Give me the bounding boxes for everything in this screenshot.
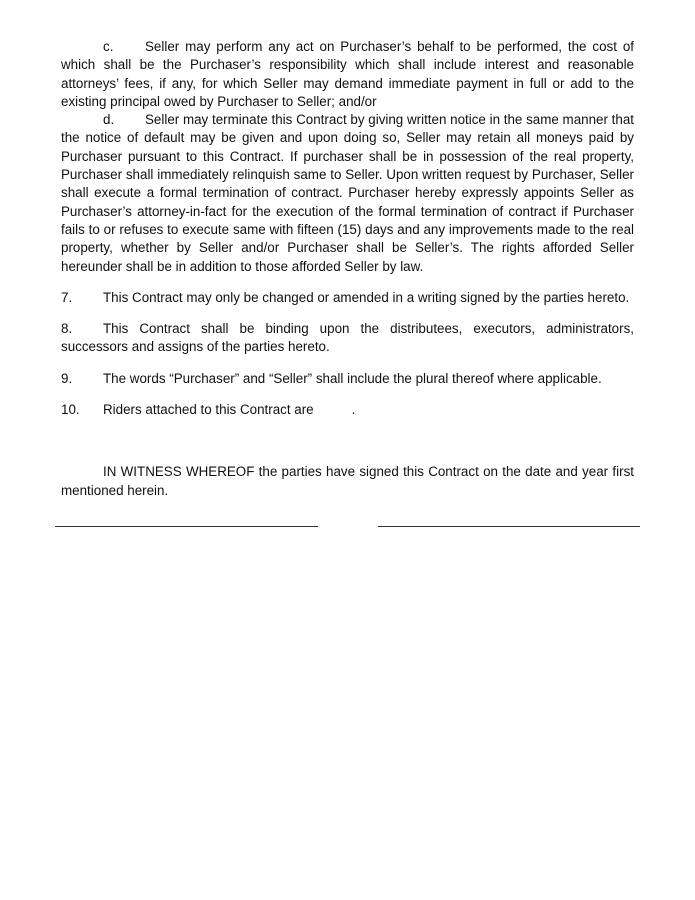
clause-d-label: d. xyxy=(103,112,115,128)
clause-d-text: Seller may terminate this Contract by giving written notice in the same manner that the notice of default may be given and upon doing so, Seller may retain all moneys paid by Purchaser pursuant to this Contract. If purchaser shall be in possession of the real property, Purchaser shall immediately relinquish same to Seller. Upon written request by Purchaser, Seller shall execute a formal termination of contract. Purchaser hereby expressly appoints Seller as Purchaser’s attorney-in-fact for the execution of the formal termination of contract if Purchaser fails to or refuses to execute same with fifteen (15) days and any improvements made to the real property, whether by Seller and/or Purchaser shall be Seller’s. The rights afforded Seller hereunder shall be in addition to those afforded Seller by law. xyxy=(61,112,634,274)
clause-7 xyxy=(61,289,634,307)
witness-text: IN WITNESS WHEREOF the parties have signed this Contract on the date and year first mentioned herein. xyxy=(61,464,634,498)
signature-line-right xyxy=(378,526,640,527)
clause-10: 10. Riders attached to this Contract are . xyxy=(61,401,634,419)
clause-c-text: Seller may perform any act on Purchaser’s behalf to be performed, the cost of which shall be the Purchaser’s responsibility which shall include interest and reasonable attorneys’ fees, if any, for which Seller may demand immediate payment in full or add to the existing principal owed by Purchaser to Seller; and/or xyxy=(61,39,634,109)
signature-line-left xyxy=(55,526,318,527)
clause-c xyxy=(61,38,634,111)
clause-9-text: The words “Purchaser” and “Seller” shall include the plural thereof where applicable. xyxy=(103,370,602,386)
clause-8-number: 8. xyxy=(61,321,73,337)
clause-8 xyxy=(61,320,634,357)
witness-clause xyxy=(61,463,634,500)
clause-7-number: 7. xyxy=(61,289,73,305)
clause-9 xyxy=(61,370,634,388)
clause-d xyxy=(61,111,634,276)
clause-7-text: This Contract may only be changed or amended in a writing signed by the parties hereto. xyxy=(103,289,630,305)
clause-c-label: c. xyxy=(103,39,114,54)
clause-10-number: 10. xyxy=(61,402,80,418)
clause-10-text: Riders attached to this Contract are xyxy=(103,402,314,418)
clause-8-text: This Contract shall be binding upon the distributees, executors, administrators, successors and assigns of the parties hereto. xyxy=(61,321,634,355)
clause-9-number: 9. xyxy=(61,370,73,386)
contract-page xyxy=(61,38,634,500)
